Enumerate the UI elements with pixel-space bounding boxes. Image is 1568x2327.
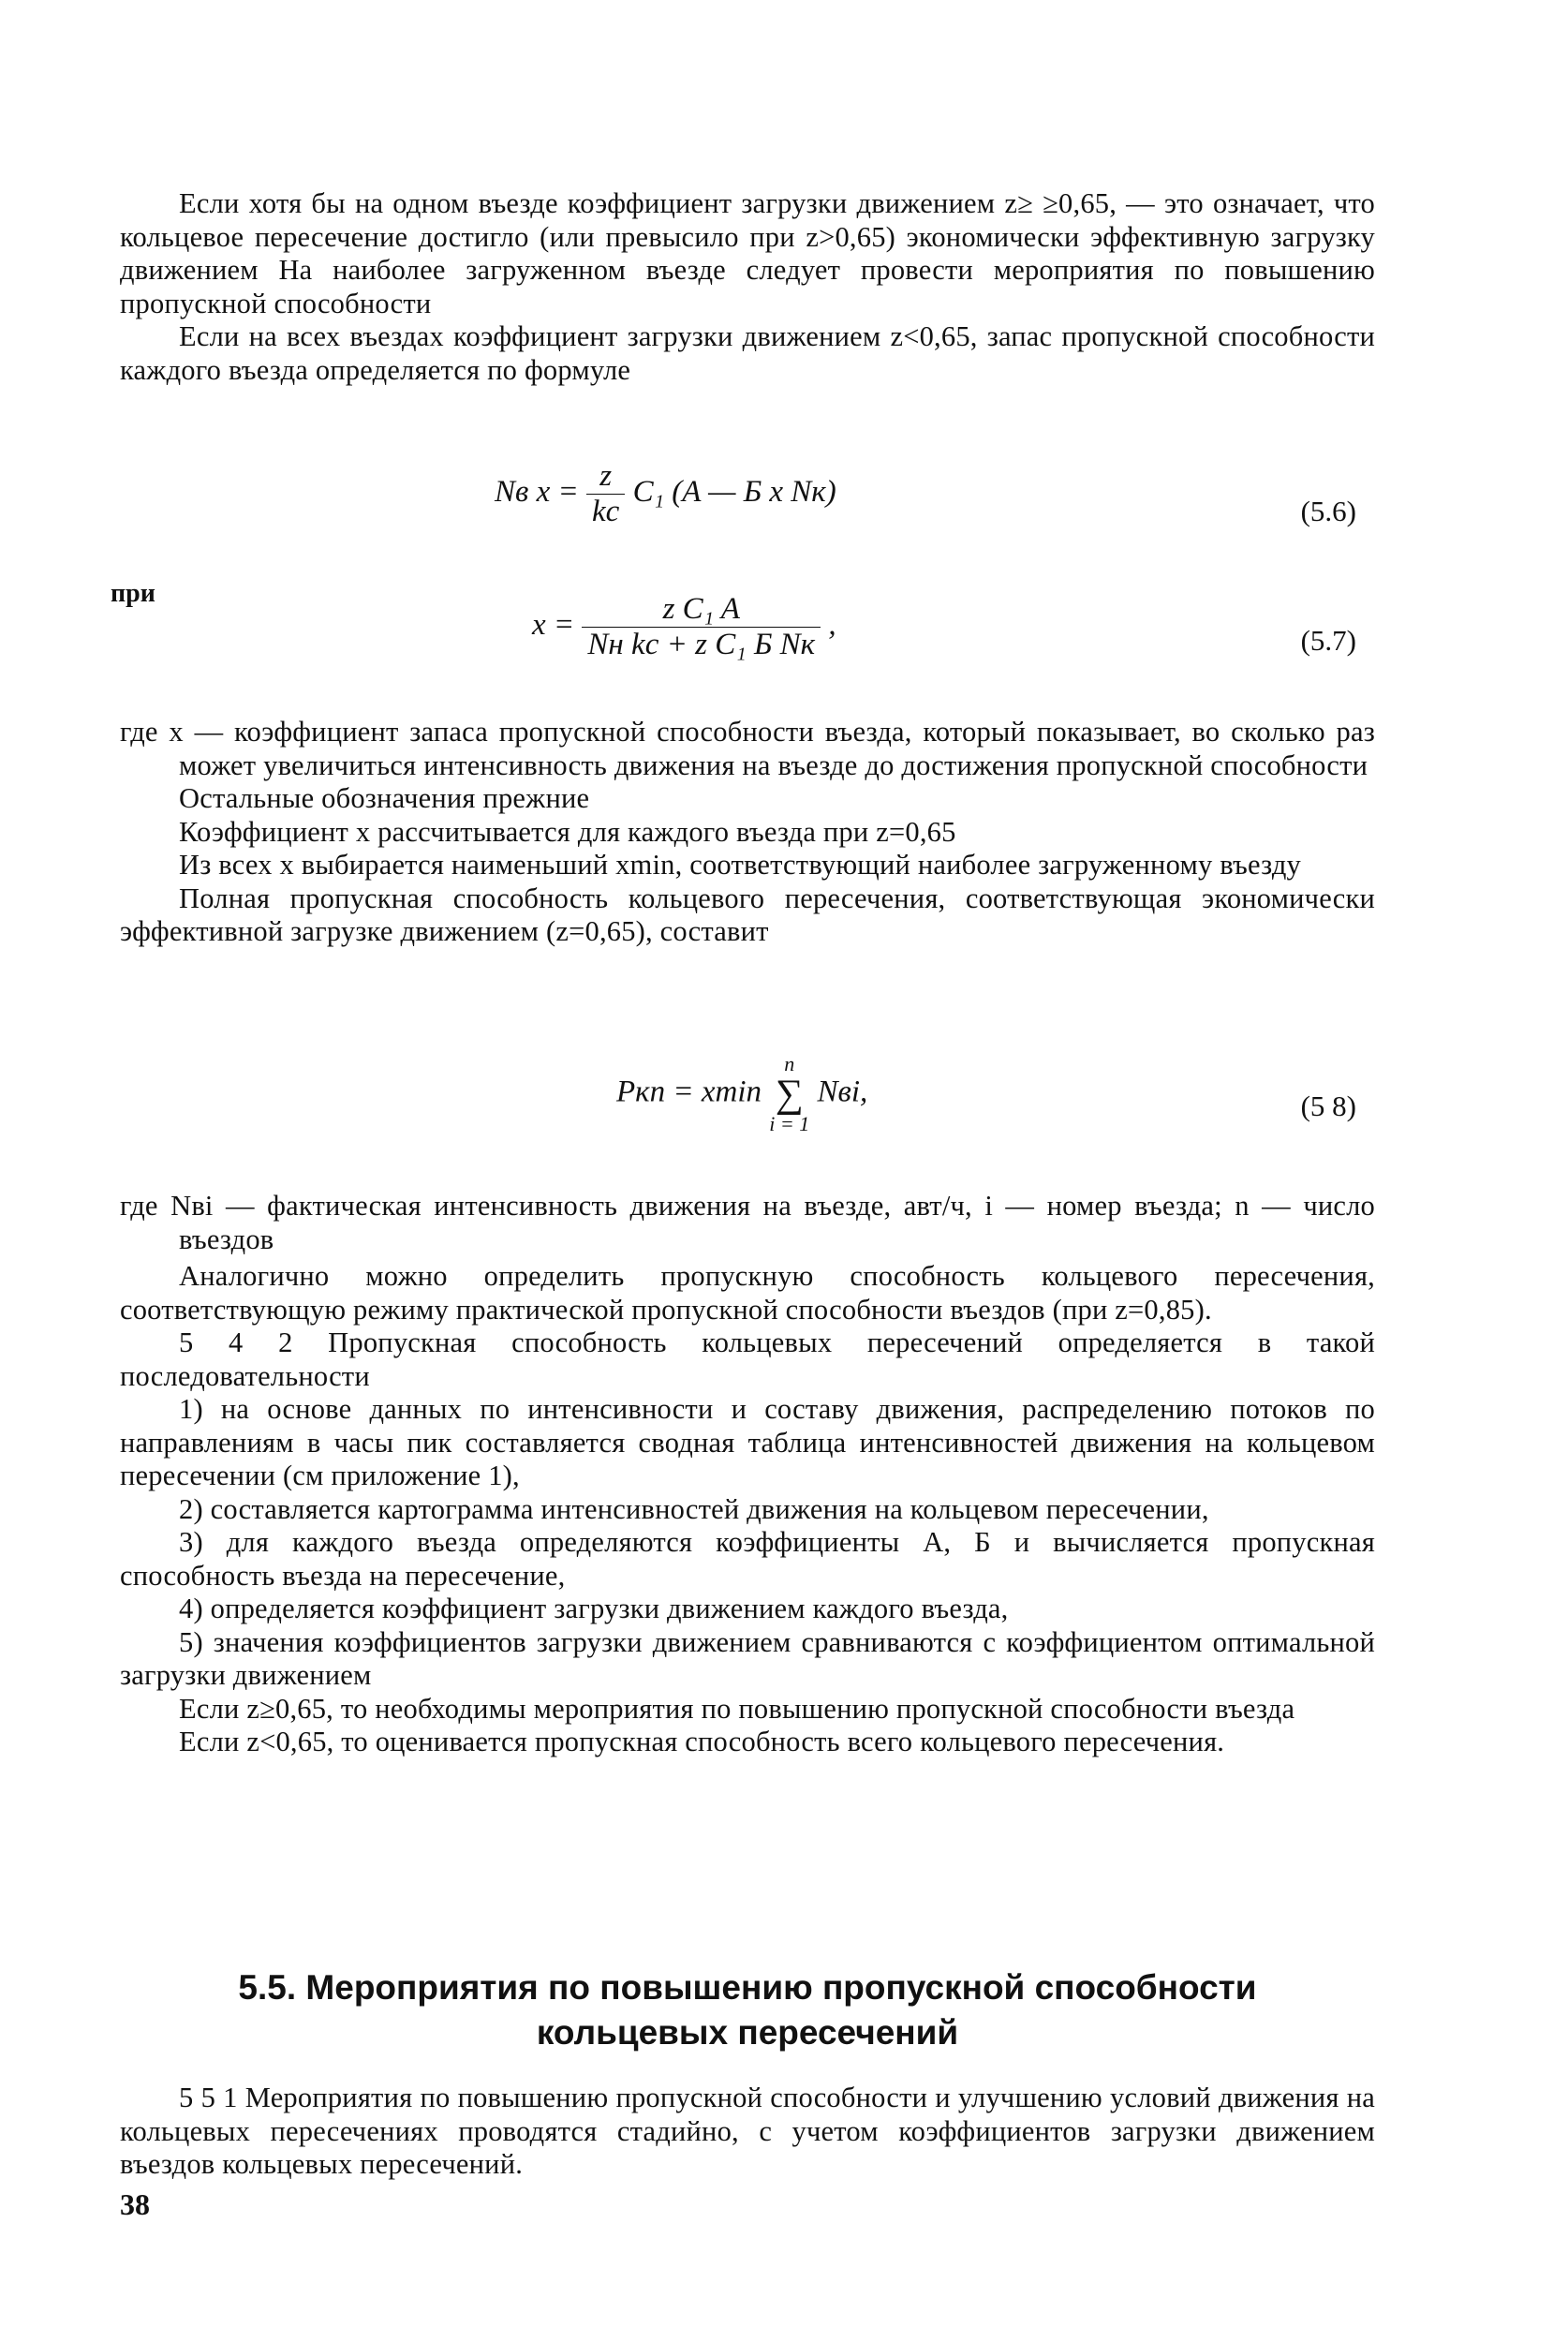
- paragraph: 4) определяется коэффициент загрузки движением каждого въезда,: [179, 1593, 1009, 1624]
- body-top: [120, 187, 1375, 387]
- paragraph: Если z≥0,65, то необходимы мероприятия по повышению пропускной способности въезда: [179, 1692, 1295, 1725]
- pri-label: при: [111, 579, 155, 608]
- formula-lhs: x =: [532, 608, 575, 643]
- paragraph: Если z<0,65, то оценивается пропускная способность всего кольцевого пересечения.: [179, 1726, 1225, 1757]
- paragraph: Если на всех въездах коэффициент загрузки движением z<0,65, запас пропускной способности каждого въезда определяется по формуле: [120, 320, 1375, 386]
- paragraph: 3) для каждого въезда определяются коэффициенты A, Б и вычисляется пропускная способность въезда на пересечение,: [120, 1526, 1375, 1592]
- body-bottom: [120, 1190, 1375, 1759]
- body-mid: [120, 716, 1375, 949]
- formula-fraction: [586, 459, 625, 529]
- formula-rhs: C₁ (A — Б x Nк): [632, 475, 836, 510]
- section-heading-line: кольцевых пересечений: [536, 2013, 959, 2052]
- formula-5-6: [120, 459, 1375, 579]
- formula-lhs: Pкп = xmin: [616, 1075, 762, 1109]
- formula-5-7: [111, 579, 1375, 699]
- paragraph: где Nвi — фактическая интенсивность движения на въезде, авт/ч, i — номер въезда; n — число въездов: [120, 1190, 1375, 1255]
- paragraph: 2) составляется картограмма интенсивностей движения на кольцевом пересечении,: [179, 1492, 1209, 1525]
- paragraph: 5) значения коэффициентов загрузки движением сравниваются с коэффициентом оптимальной загрузки движением: [120, 1625, 1375, 1691]
- formula-lhs: Nв x =: [495, 475, 579, 510]
- paragraph: 5 4 2 Пропускная способность кольцевых пересечений определяется в такой последовательности: [120, 1327, 1375, 1392]
- summation: [769, 1054, 809, 1134]
- section-heading: [120, 1965, 1375, 2055]
- sum-lower-limit: i = 1: [769, 1112, 810, 1135]
- formula-number: (5.7): [1300, 624, 1356, 657]
- formula-number: (5 8): [1300, 1089, 1356, 1122]
- paragraph: 1) на основе данных по интенсивности и составу движения, распределению потоков по направлениям в часы пик составляется сводная таблица интенсивностей движения на кольцевом пересечении (см приложение 1),: [120, 1393, 1375, 1491]
- fraction-numerator: z C₁ A: [582, 592, 821, 628]
- formula-rhs: Nвi,: [817, 1075, 868, 1109]
- paragraph: где x — коэффициент запаса пропускной способности въезда, который показывает, во сколько раз может увеличиться интенсивность движения на въезде до достижения пропускной способности: [120, 716, 1375, 781]
- fraction-denominator: kс: [592, 495, 620, 528]
- paragraph: Если хотя бы на одном въезде коэффициент загрузки движением z≥ ≥0,65, — это означает, что кольцевое пересечение достигло (или превысило при z>0,65) экономически эффективную загрузку движением На наиболее загруженном въезде следует провести мероприятия по повышению пропускной способности: [120, 187, 1375, 319]
- paragraph: Из всех x выбирается наименьший xmin, соответствующий наиболее загруженному въезду: [179, 849, 1302, 881]
- sum-sign: ∑: [775, 1073, 804, 1116]
- sum-upper-limit: n: [784, 1052, 795, 1075]
- fraction-denominator: Nн kс + z C₁ Б Nк: [587, 628, 816, 661]
- section-heading-line: 5.5. Мероприятия по повышению пропускной способности: [238, 1968, 1257, 2007]
- paragraph: Аналогично можно определить пропускную способность кольцевого пересечения, соответствующую режиму практической пропускной способности въездов (при z=0,85).: [120, 1260, 1375, 1326]
- formula-tail: ,: [828, 608, 836, 643]
- formula-5-8: [120, 1054, 1375, 1166]
- paragraph: Коэффициент x рассчитывается для каждого въезда при z=0,65: [179, 815, 956, 848]
- page-number: 38: [120, 2187, 150, 2221]
- formula-number: (5.6): [1300, 495, 1356, 527]
- section-body: [120, 2082, 1375, 2182]
- paragraph: Остальные обозначения прежние: [179, 782, 590, 814]
- paragraph: Полная пропускная способность кольцевого пересечения, соответствующая экономически эффективной загрузке движением (z=0,65), составит: [120, 882, 1375, 947]
- formula-fraction: [582, 592, 821, 662]
- paragraph: 5 5 1 Мероприятия по повышению пропускной способности и улучшению условий движения на кольцевых пересечениях проводятся стадийно, с учетом коэффициентов загрузки движением въездов кольцевых пересечений.: [120, 2082, 1375, 2180]
- fraction-numerator: z: [586, 459, 625, 495]
